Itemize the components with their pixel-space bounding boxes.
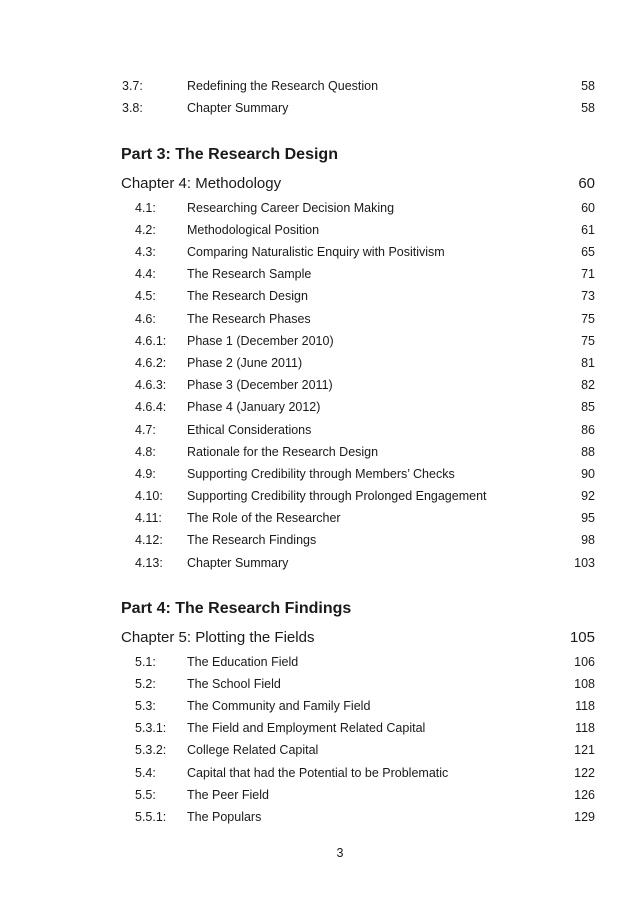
toc-entry (0, 655, 638, 675)
section-title: The Role of the Researcher (187, 511, 341, 525)
section-number: 4.7: (135, 423, 156, 437)
toc-entry (0, 533, 638, 553)
section-number: 5.3: (135, 699, 156, 713)
section-title: Supporting Credibility through Prolonged Engagement (187, 489, 487, 503)
section-page: 121 (574, 743, 595, 757)
section-title: The Research Phases (187, 312, 311, 326)
section-number: 4.6: (135, 312, 156, 326)
section-number: 5.5.1: (135, 810, 167, 824)
section-number: 5.5: (135, 788, 156, 802)
chapter-heading (0, 175, 638, 197)
section-number: 4.10: (135, 489, 163, 503)
toc-entry (0, 312, 638, 332)
section-page: 92 (581, 489, 595, 503)
section-page: 118 (575, 721, 595, 735)
section-number: 4.12: (135, 533, 163, 547)
section-number: 4.6.1: (135, 334, 167, 348)
section-title: Phase 1 (December 2010) (187, 334, 334, 348)
section-title: Rationale for the Research Design (187, 445, 379, 459)
section-page: 103 (574, 556, 595, 570)
section-title: The Field and Employment Related Capital (187, 721, 426, 735)
section-page: 73 (581, 289, 595, 303)
toc-entry (0, 699, 638, 719)
section-number: 5.2: (135, 677, 156, 691)
section-page: 75 (581, 334, 595, 348)
part-heading: Part 4: The Research Findings (121, 600, 352, 617)
section-page: 95 (581, 511, 595, 525)
section-page: 98 (581, 533, 595, 547)
section-number: 3.7: (122, 79, 143, 93)
section-number: 5.1: (135, 655, 156, 669)
section-number: 4.3: (135, 245, 156, 259)
section-page: 82 (581, 378, 595, 392)
section-title: The Education Field (187, 655, 299, 669)
section-page: 58 (581, 101, 595, 115)
section-title: Phase 4 (January 2012) (187, 400, 321, 414)
section-page: 90 (581, 467, 595, 481)
toc-entry (0, 79, 638, 99)
chapter-page: 60 (578, 175, 595, 192)
toc-entry (0, 467, 638, 487)
chapter-heading (0, 629, 638, 651)
section-page: 108 (574, 677, 595, 691)
section-title: Researching Career Decision Making (187, 201, 395, 215)
toc-entry (0, 511, 638, 531)
section-page: 106 (574, 655, 595, 669)
section-page: 61 (581, 223, 595, 237)
chapter-title: Chapter 4: Methodology (121, 175, 282, 192)
section-number: 4.6.2: (135, 356, 167, 370)
toc-entry (0, 556, 638, 576)
section-title: The Research Findings (187, 533, 317, 547)
section-page: 88 (581, 445, 595, 459)
section-number: 5.3.1: (135, 721, 167, 735)
section-title: The Populars (187, 810, 262, 824)
section-title: The School Field (187, 677, 281, 691)
chapter-page: 105 (569, 629, 595, 646)
section-number: 4.1: (135, 201, 156, 215)
section-title: The Research Sample (187, 267, 312, 281)
section-title: Methodological Position (187, 223, 320, 237)
section-page: 85 (581, 400, 595, 414)
section-number: 4.4: (135, 267, 156, 281)
section-page: 86 (581, 423, 595, 437)
toc-entry (0, 245, 638, 265)
section-number: 5.3.2: (135, 743, 167, 757)
toc-entry (0, 289, 638, 309)
toc-entry (0, 334, 638, 354)
section-title: The Peer Field (187, 788, 269, 802)
toc-entry (0, 810, 638, 830)
section-title: Phase 2 (June 2011) (187, 356, 303, 370)
section-page: 75 (581, 312, 595, 326)
section-title: Chapter Summary (187, 556, 289, 570)
toc-entry (0, 721, 638, 741)
toc-entry (0, 201, 638, 221)
section-page: 129 (574, 810, 595, 824)
section-title: Capital that had the Potential to be Problematic (187, 766, 449, 780)
page-number: 3 (336, 846, 344, 860)
section-page: 126 (574, 788, 595, 802)
toc-entry (0, 223, 638, 243)
toc-entry (0, 445, 638, 465)
section-page: 60 (581, 201, 595, 215)
toc-entry (0, 489, 638, 509)
section-page: 58 (581, 79, 595, 93)
section-title: Supporting Credibility through Members’ Checks (187, 467, 455, 481)
section-page: 81 (581, 356, 595, 370)
part-heading: Part 3: The Research Design (121, 146, 338, 163)
section-title: Comparing Naturalistic Enquiry with Positivism (187, 245, 445, 259)
section-number: 4.11: (135, 511, 162, 525)
section-title: College Related Capital (187, 743, 319, 757)
section-title: The Research Design (187, 289, 308, 303)
section-number: 4.9: (135, 467, 156, 481)
section-title: Phase 3 (December 2011) (187, 378, 333, 392)
section-page: 65 (581, 245, 595, 259)
toc-entry (0, 766, 638, 786)
toc-entry (0, 378, 638, 398)
section-page: 118 (575, 699, 595, 713)
toc-entry (0, 101, 638, 121)
section-page: 71 (581, 267, 595, 281)
toc-entry (0, 267, 638, 287)
section-title: Chapter Summary (187, 101, 289, 115)
toc-entry (0, 356, 638, 376)
section-title: The Community and Family Field (187, 699, 371, 713)
section-number: 4.6.3: (135, 378, 167, 392)
section-page: 122 (574, 766, 595, 780)
section-number: 4.13: (135, 556, 163, 570)
section-title: Ethical Considerations (187, 423, 312, 437)
toc-entry (0, 677, 638, 697)
section-number: 4.5: (135, 289, 156, 303)
toc-entry (0, 743, 638, 763)
section-number: 3.8: (122, 101, 143, 115)
section-number: 4.8: (135, 445, 156, 459)
toc-entry (0, 423, 638, 443)
section-number: 4.2: (135, 223, 156, 237)
toc-entry (0, 400, 638, 420)
toc-entry (0, 788, 638, 808)
chapter-title: Chapter 5: Plotting the Fields (121, 629, 315, 646)
section-number: 5.4: (135, 766, 156, 780)
section-title: Redefining the Research Question (187, 79, 379, 93)
section-number: 4.6.4: (135, 400, 167, 414)
